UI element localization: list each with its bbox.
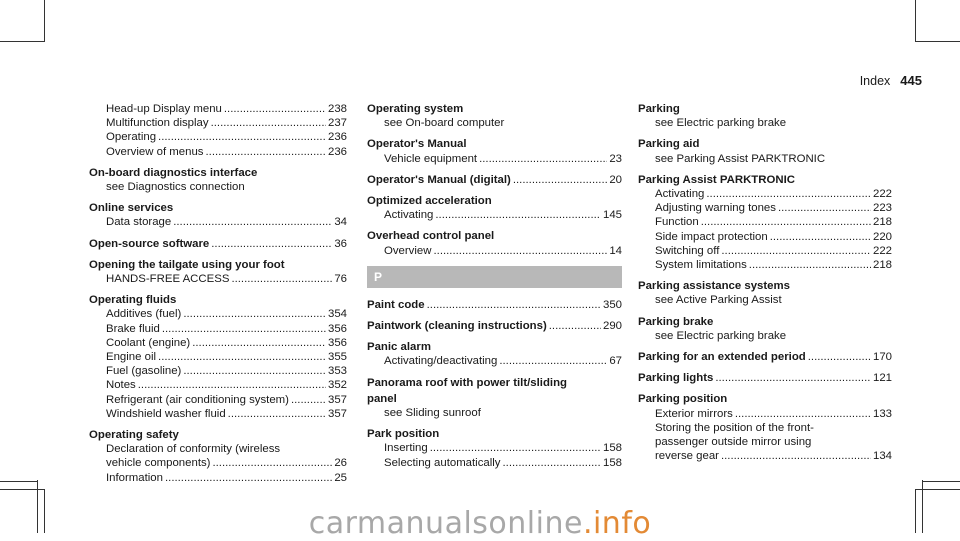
index-entry-title: Parking position (638, 393, 728, 406)
crop-mark (0, 481, 38, 482)
index-subentry: Brake fluid ..... 356 (89, 322, 347, 336)
dot-leader (158, 350, 326, 364)
page-ref[interactable]: 145 (602, 209, 622, 222)
dot-leader (211, 237, 332, 251)
index-entry-title: Panic alarm (367, 341, 431, 354)
page-ref[interactable]: 20 (609, 173, 622, 186)
dot-leader (211, 116, 326, 130)
index-entry-title: Parking for an extended period ..... 170 (638, 350, 892, 364)
page-ref[interactable]: 36 (334, 237, 347, 250)
page-ref[interactable]: 158 (602, 456, 622, 469)
page-ref[interactable]: 236 (327, 145, 347, 158)
index-subentry: passenger outside mirror using (655, 436, 812, 449)
dot-leader (430, 441, 601, 455)
index-entry (89, 102, 347, 159)
index-entry (367, 319, 622, 333)
index-entry (638, 392, 892, 463)
crop-mark (915, 41, 960, 42)
index-subentry: vehicle components) ..... 26 (89, 456, 347, 470)
page-header (860, 73, 922, 88)
index-entry-title: Online services (89, 202, 174, 215)
index-entry-title: Parking (638, 103, 680, 115)
index-entry-title: Parking brake (638, 315, 714, 328)
index-column-1 (89, 102, 347, 492)
page-ref[interactable]: 356 (327, 336, 347, 349)
index-subentry: Activating/deactivating ..... 67 (367, 354, 622, 368)
dot-leader (173, 215, 332, 229)
index-entry-title: Operating system (367, 103, 464, 115)
crop-mark (915, 0, 916, 42)
page-ref[interactable]: 236 (327, 131, 347, 144)
index-subentry: Exterior mirrors ..... 133 (638, 407, 892, 421)
page-ref[interactable]: 76 (334, 273, 347, 286)
index-entry-title: Parking Assist PARKTRONIC (638, 173, 795, 186)
dot-leader (165, 471, 332, 485)
index-entry (638, 102, 892, 130)
dot-leader (183, 364, 326, 378)
page-ref[interactable]: 220 (872, 230, 892, 243)
index-subentry: Adjusting warning tones ..... 223 (638, 201, 892, 215)
index-subentry: Overview of menus ..... 236 (89, 145, 347, 159)
page-ref[interactable]: 356 (327, 322, 347, 335)
crop-mark (44, 0, 45, 42)
dot-leader (138, 378, 326, 392)
dot-leader (291, 393, 326, 407)
index-entry (89, 258, 347, 286)
dot-leader (513, 173, 607, 187)
crop-mark (0, 489, 45, 490)
index-subentry: Side impact protection ..... 220 (638, 230, 892, 244)
index-entry (638, 315, 892, 343)
dot-leader (808, 350, 871, 364)
index-entry (638, 350, 892, 364)
dot-leader (770, 230, 871, 244)
index-subentry: Multifunction display ..... 237 (89, 116, 347, 130)
index-entry (367, 194, 622, 222)
index-group-o (367, 102, 622, 258)
index-entry-title: Overhead control panel (367, 230, 495, 243)
index-entry-title: On-board diagnostics interface (89, 166, 258, 179)
index-entry (638, 137, 892, 165)
dot-leader (228, 407, 326, 421)
index-entry-title: Panorama roof with power tilt/sliding (367, 376, 567, 389)
index-entry-title: Parking aid (638, 138, 700, 151)
index-subentry: Additives (fuel) ..... 354 (89, 307, 347, 321)
index-subentry: Refrigerant (air conditioning system) ..... 357 (89, 393, 347, 407)
page-ref[interactable]: 237 (327, 117, 347, 130)
index-entry (367, 229, 622, 257)
crop-mark (0, 41, 45, 42)
index-subentry: Activating ..... 145 (367, 208, 622, 222)
page-ref[interactable]: 218 (872, 259, 892, 272)
index-subentry: Notes ..... 352 (89, 378, 347, 392)
index-entry (89, 237, 347, 251)
index-subentry: Data storage ..... 34 (89, 215, 347, 229)
dot-leader (435, 208, 601, 222)
page-ref[interactable]: 158 (602, 442, 622, 455)
letter-header-p: P (367, 266, 622, 288)
index-entry-title: Paintwork (cleaning instructions) ..... 290 (367, 319, 622, 333)
page-ref[interactable]: 14 (609, 244, 622, 257)
index-subentry: see Diagnostics connection (106, 181, 245, 194)
index-entry-title: Operator's Manual (367, 138, 467, 151)
page-ref[interactable]: 350 (602, 298, 622, 311)
index-subentry: Operating ..... 236 (89, 130, 347, 144)
index-entry (638, 279, 892, 307)
dot-leader (721, 244, 871, 258)
index-entry-title: panel (367, 392, 397, 405)
page-ref[interactable]: 353 (327, 365, 347, 378)
dot-leader (778, 201, 871, 215)
index-entry (367, 376, 622, 390)
index-subentry: Switching off ..... 222 (638, 244, 892, 258)
dot-leader (499, 354, 607, 368)
index-entry (367, 102, 622, 130)
page-ref[interactable]: 290 (602, 320, 622, 333)
index-subentry: Selecting automatically ..... 158 (367, 456, 622, 470)
index-entry-title: Operating safety (89, 429, 179, 442)
index-entry (367, 340, 622, 368)
index-subentry: Storing the position of the front- (655, 421, 814, 434)
dot-leader (183, 307, 326, 321)
index-entry-title: Operating fluids (89, 294, 177, 307)
dot-leader (549, 319, 601, 333)
dot-leader (706, 187, 871, 201)
page-ref[interactable]: 25 (334, 471, 347, 484)
page-ref[interactable]: 170 (872, 351, 892, 364)
index-entry-title: Park position (367, 428, 440, 441)
dot-leader (479, 152, 607, 166)
index-subentry: Inserting ..... 158 (367, 441, 622, 455)
index-group-p (367, 298, 622, 470)
index-subentry: see On-board computer (384, 117, 505, 130)
page-ref[interactable]: 23 (609, 152, 622, 165)
watermark: carmanualsonline.info (308, 506, 652, 541)
dot-leader (206, 145, 326, 159)
index-entry (638, 173, 892, 272)
dot-leader (427, 298, 601, 312)
index-entry (89, 428, 347, 485)
index-subentry: Activating ..... 222 (638, 187, 892, 201)
index-subentry: see Sliding sunroof (384, 407, 481, 420)
index-entry (367, 427, 622, 470)
dot-leader (721, 449, 871, 463)
index-entry (367, 298, 622, 312)
index-subentry: Head-up Display menu ..... 238 (89, 102, 347, 116)
index-subentry: HANDS-FREE ACCESS ..... 76 (89, 272, 347, 286)
index-entry-title: Paint code ..... 350 (367, 298, 622, 312)
index-subentry: see Parking Assist PARKTRONIC (655, 152, 826, 165)
index-subentry: Coolant (engine) ..... 356 (89, 336, 347, 350)
index-subentry: Function ..... 218 (638, 215, 892, 229)
page-ref[interactable]: 222 (872, 244, 892, 257)
page-ref[interactable]: 223 (872, 202, 892, 215)
page-ref[interactable]: 134 (872, 450, 892, 463)
dot-leader (212, 456, 332, 470)
index-entry-title: Optimized acceleration (367, 195, 492, 208)
index-subentry: Fuel (gasoline) ..... 353 (89, 364, 347, 378)
dot-leader (735, 407, 871, 421)
page-ref[interactable]: 354 (327, 308, 347, 321)
page-ref[interactable]: 222 (872, 188, 892, 201)
dot-leader (503, 456, 601, 470)
index-subentry: Vehicle equipment ..... 23 (367, 152, 622, 166)
dot-leader (192, 336, 326, 350)
dot-leader (158, 130, 326, 144)
index-entry (638, 371, 892, 385)
page-ref[interactable]: 352 (327, 379, 347, 392)
page-ref[interactable]: 218 (872, 216, 892, 229)
index-subentry: System limitations ..... 218 (638, 258, 892, 272)
page-ref[interactable]: 357 (327, 407, 347, 420)
dot-leader (701, 215, 871, 229)
dot-leader (749, 258, 871, 272)
index-subentry: Windshield washer fluid ..... 357 (89, 407, 347, 421)
index-entry (89, 166, 347, 194)
dot-leader (224, 102, 326, 116)
index-subentry: Overview ..... 14 (367, 244, 622, 258)
page-ref[interactable]: 355 (327, 351, 347, 364)
crop-mark (922, 481, 960, 482)
dot-leader (231, 272, 332, 286)
page-ref[interactable]: 67 (609, 355, 622, 368)
page-ref[interactable]: 238 (327, 103, 347, 115)
dot-leader (433, 244, 607, 258)
page-ref[interactable]: 357 (327, 393, 347, 406)
page-ref[interactable]: 26 (334, 457, 347, 470)
section-title: Index (859, 74, 891, 88)
index-entry (367, 173, 622, 187)
index-entry (89, 201, 347, 229)
index-entry-title: Operator's Manual (digital) ..... 20 (367, 173, 622, 187)
index-subentry: see Electric parking brake (655, 329, 787, 342)
index-subentry: see Active Parking Assist (655, 294, 782, 307)
index-column-2 (367, 102, 622, 477)
index-entry (89, 293, 347, 421)
page-ref[interactable]: 34 (334, 216, 347, 229)
index-subentry: see Electric parking brake (655, 117, 787, 130)
index-entry-title: Opening the tailgate using your foot (89, 258, 285, 271)
index-entry (367, 137, 622, 165)
dot-leader (715, 371, 871, 385)
index-entry-title: Parking lights ..... 121 (638, 371, 892, 385)
dot-leader (162, 322, 326, 336)
index-subentry: Information ..... 25 (89, 471, 347, 485)
index-entry-title: Parking assistance systems (638, 280, 790, 293)
index-entry (367, 392, 622, 420)
page-ref[interactable]: 133 (872, 407, 892, 420)
page-ref[interactable]: 121 (872, 372, 892, 385)
index-subentry: reverse gear ..... 134 (638, 449, 892, 463)
index-subentry: Declaration of conformity (wireless (106, 443, 281, 456)
index-entry-title: Open-source software ..... 36 (89, 237, 347, 251)
index-column-3 (638, 102, 892, 470)
page-number: 445 (900, 73, 922, 88)
index-subentry: Engine oil ..... 355 (89, 350, 347, 364)
